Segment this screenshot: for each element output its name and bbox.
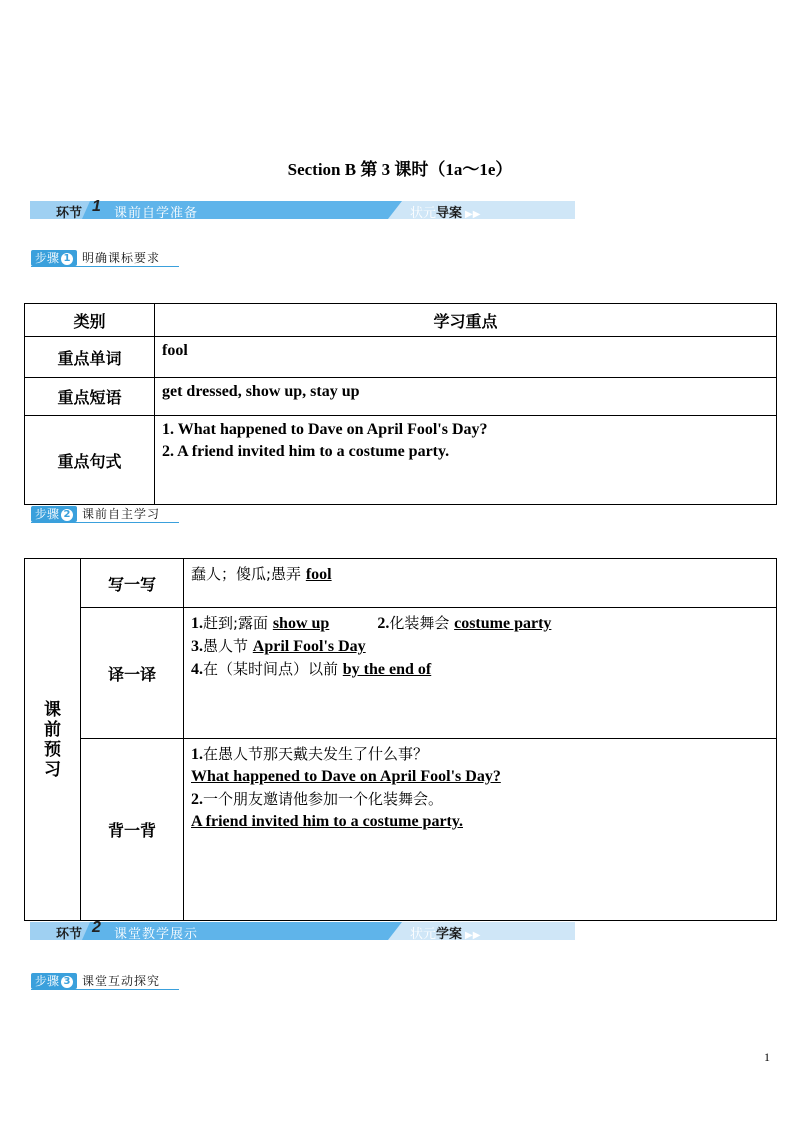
item-cn: 愚人节 [203,637,253,655]
recite-content [184,739,777,921]
table-row [25,608,777,739]
learning-focus-table [24,303,777,505]
banner-label: 课前自学准备 [114,206,199,221]
content-line: fool [162,342,188,359]
step-label: 明确课标要求 [82,251,161,265]
step-pill [31,250,77,266]
category-cell: 重点短语 [25,378,155,416]
item-answer: A friend invited him to a costume party. [191,813,463,830]
banner-number: 2 [92,919,101,936]
item-answer: show up [272,615,330,632]
item-number: 3. [191,638,203,655]
recite-line [191,811,769,833]
translate-content [184,608,777,739]
banner-right-a: 状元 [410,206,437,221]
item-cn: 一个朋友邀请他参加一个化装舞会。 [203,790,444,808]
table-row [25,378,777,416]
step-underline [31,266,179,267]
item-number: 2. [191,791,203,808]
banner-right-a: 状元 [410,927,437,942]
table-row [25,416,777,505]
item-answer: What happened to Dave on April Fool's Day? [191,768,501,785]
recite-line [191,788,769,811]
step-tag-1 [31,250,160,266]
banner-right [410,202,480,221]
step-underline [31,989,179,990]
step-underline [31,522,179,523]
banner-right [410,923,480,942]
item-number: 1. [191,746,203,763]
step-number-icon: 1 [61,253,73,265]
step-tag-3 [31,973,160,989]
page-number: 1 [764,1050,770,1064]
step-prefix: 步骤 [35,251,60,265]
double-arrow-icon: ▶▶ [465,930,481,941]
row-label-translate: 译一译 [81,608,184,739]
item-number: 2. [377,615,390,632]
section-banner-1 [30,198,575,221]
translate-line [191,658,769,681]
content-cell [155,337,777,378]
side-char: 预 [44,739,61,760]
banner-tag: 环节 [56,206,83,221]
write-answer: fool [305,566,332,583]
row-label-write: 写一写 [81,559,184,608]
banner-background [30,922,575,940]
step-prefix: 步骤 [35,974,60,988]
content-line: 1. What happened to Dave on April Fool's Day? [162,421,488,438]
translate-line [191,612,769,635]
banner-right-b: 导案 [436,206,463,221]
item-cn: 在愚人节那天戴夫发生了什么事？ [203,745,429,763]
header-focus: 学习重点 [155,304,777,337]
table-header-row [25,304,777,337]
item-answer: April Fool's Day [252,638,366,655]
banner-background [30,201,575,219]
step-number-icon: 3 [61,976,73,988]
item-cn: 化装舞会 [389,614,455,632]
item-cn: 在（某时间点）以前 [203,660,343,678]
page-title: Section B 第 3 课时（1a～1e） [287,160,513,179]
preview-side-label [25,559,81,921]
recite-line [191,743,769,766]
header-category: 类别 [25,304,155,337]
table-row [25,337,777,378]
double-arrow-icon: ▶▶ [465,209,481,220]
content-cell [155,416,777,505]
step-pill [31,973,77,989]
content-line: get dressed, show up, stay up [162,383,360,400]
step-label: 课堂互动探究 [82,974,161,988]
item-number: 1. [191,615,203,632]
write-cn: 蠢人；傻瓜;愚弄 [191,565,306,583]
step-label: 课前自主学习 [82,507,161,521]
translate-line [191,635,769,658]
table-row [25,559,777,608]
preview-table [24,558,777,921]
content-line: 2. A friend invited him to a costume party. [162,443,450,460]
item-cn: 赶到;露面 [203,614,273,632]
table-row [25,739,777,921]
content-cell [155,378,777,416]
banner-label: 课堂教学展示 [114,927,199,942]
section-banner-2 [30,919,575,942]
banner-right-b: 学案 [436,927,463,942]
item-answer: costume party [454,615,552,632]
recite-line [191,766,769,788]
item-number: 4. [191,661,203,678]
item-answer: by the end of [342,661,432,678]
side-char: 课 [44,699,61,720]
step-number-icon: 2 [61,509,73,521]
banner-number: 1 [92,198,101,215]
side-char: 习 [44,759,61,780]
banner-tag: 环节 [56,927,83,942]
category-cell: 重点句式 [25,416,155,505]
category-cell: 重点单词 [25,337,155,378]
row-label-recite: 背一背 [81,739,184,921]
step-prefix: 步骤 [35,507,60,521]
side-char: 前 [44,719,61,740]
step-pill [31,506,77,522]
write-content [184,559,777,608]
step-tag-2 [31,506,160,522]
